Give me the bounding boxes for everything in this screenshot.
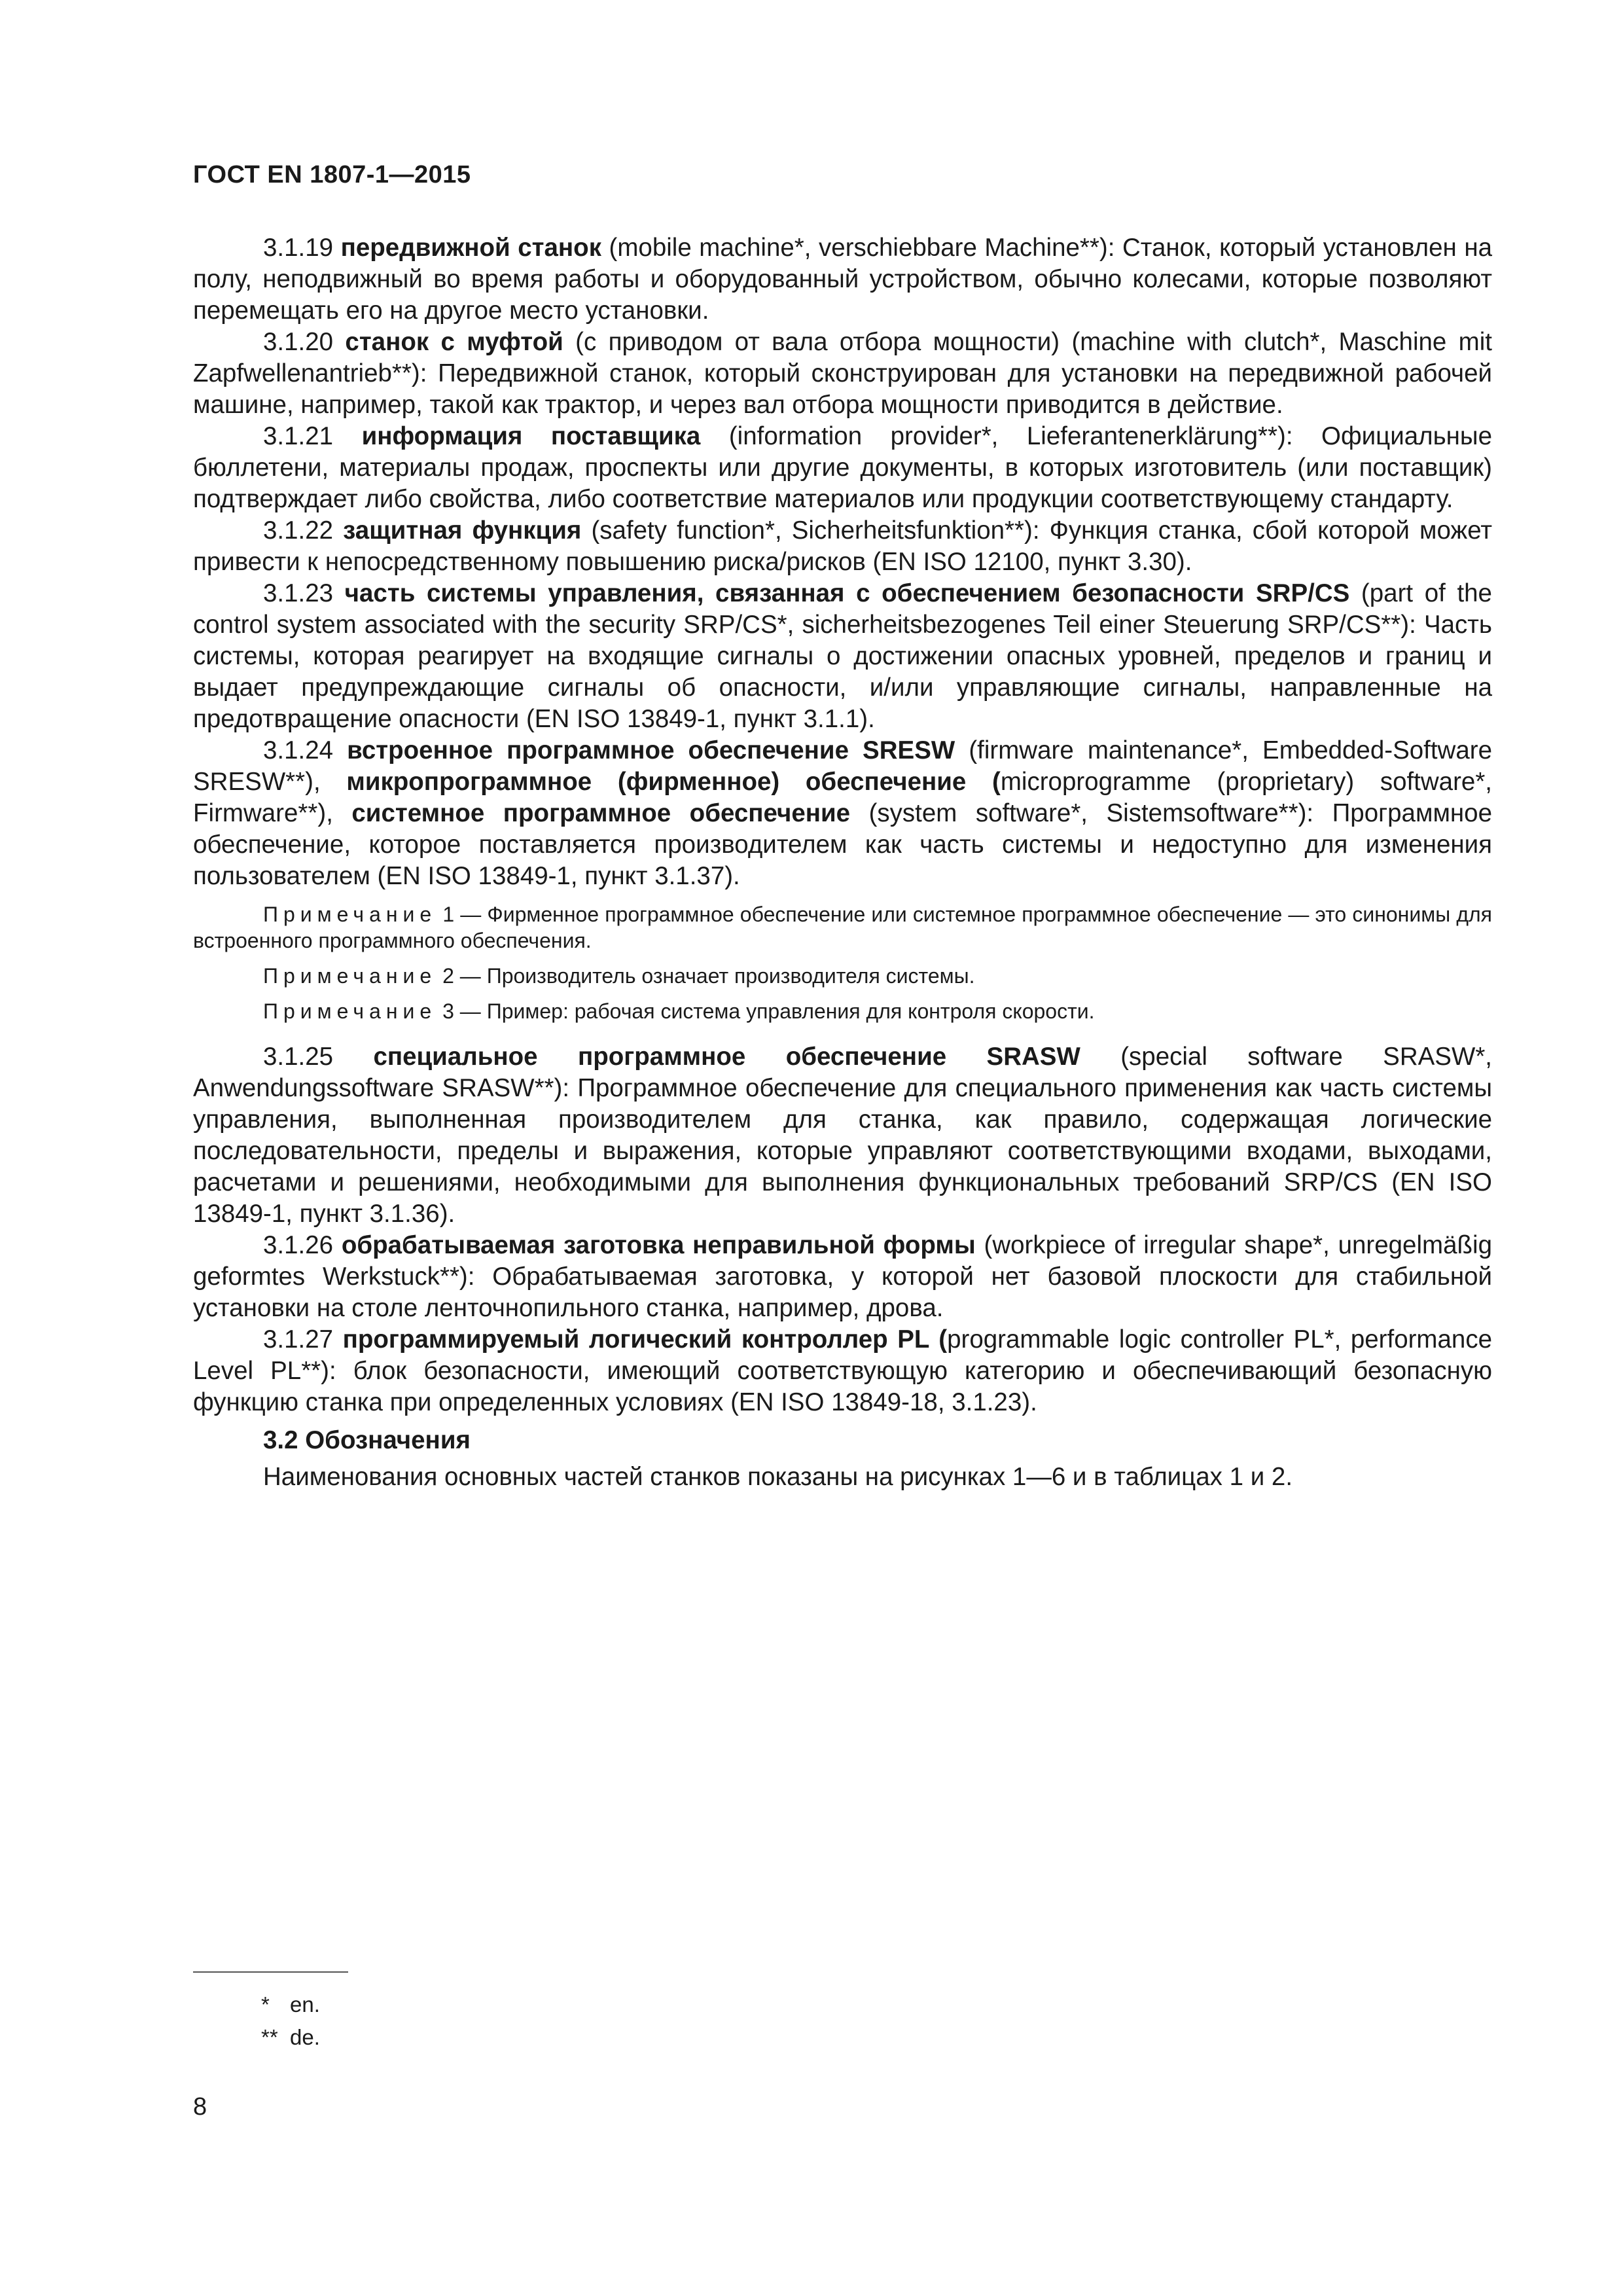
clause-number: 3.1.24 — [263, 736, 334, 764]
definition-text: microprogramme (proprietary) software*, Firmware**), — [193, 768, 1493, 827]
note-text: — Пример: рабочая система управления для контроля скорости. — [454, 999, 1095, 1023]
footnotes — [261, 1988, 320, 2054]
clause-number: 3.1.20 — [263, 328, 334, 356]
definition-text: (с приводом от вала отбора мощности) (machine with clutch*, Maschine mit Zapfwellenantrieb**): Передвижной станок, который сконструирован для установки на передвижной рабочей машине, например, такой как трактор, и через вал отбора мощности приводится в действие. — [193, 328, 1492, 419]
definition-paragraph — [193, 1324, 1492, 1418]
note-number: 2 — [437, 964, 454, 988]
footnote — [261, 1988, 320, 2021]
defined-term: программируемый логический контроллер PL ( — [342, 1325, 948, 1354]
definition-text: (system software*, Sistemsoftware**): Программное обеспечение, которое поставляется производителем как часть системы и недоступно для изменения пользователем (EN ISO 13849-1, пункт 3.1.37). — [193, 799, 1492, 890]
section-title: 3.2 Обозначения — [263, 1426, 471, 1454]
page-content — [193, 232, 1492, 1493]
defined-term: станок с муфтой — [345, 328, 563, 356]
defined-term: передвижной станок — [340, 234, 601, 262]
definition-text: programmable logic controller PL*, performance Level PL**): блок безопасности, имеющий соответствующую категорию и обеспечивающий безопасную функцию станка при определенных условиях (EN ISO 13849-18, 3.1.23). — [193, 1325, 1492, 1416]
defined-term: обрабатываемая заготовка неправильной формы — [341, 1231, 976, 1259]
footnote-divider — [193, 1971, 348, 1973]
defined-term: часть системы управления, связанная с обеспечением безопасности SRP/CS — [344, 579, 1350, 607]
definition-paragraph — [193, 515, 1492, 578]
note — [193, 963, 1492, 989]
note-number: 1 — [437, 903, 455, 926]
clause-number: 3.1.22 — [263, 516, 334, 545]
defined-term: встроенное программное обеспечение SRESW — [347, 736, 955, 764]
footnote-text: de. — [290, 2025, 320, 2049]
clause-number: 3.1.23 — [263, 579, 334, 607]
definition-paragraph — [193, 327, 1492, 421]
definition-paragraph — [193, 578, 1492, 735]
definition-text: (workpiece of irregular shape*, unregelmäßig geformtes Werkstuck**): Обрабатываемая заготовка, у которой нет базовой плоскости для стабильной установки на столе ленточнопильного станка, например, дрова. — [193, 1231, 1492, 1322]
footnote-mark: * — [261, 1992, 270, 2017]
definition-text: (special software SRASW*, Anwendungssoftware SRASW**): Программное обеспечение для специального применения как часть системы управления, выполненная производителем для станка, как правило, содержащая логические последовательности, пределы и выражения, которые управляют соответствующими входами, выходами, расчетами и решениями, необходимыми для выполнения функциональных требований SRP/CS (EN ISO 13849-1, пункт 3.1.36). — [193, 1043, 1493, 1228]
page-number: 8 — [193, 2093, 207, 2121]
defined-term: специальное программное обеспечение SRASW — [373, 1043, 1080, 1071]
defined-term: информация поставщика — [361, 422, 701, 450]
footnote — [261, 2021, 320, 2054]
note-text: — Производитель означает производителя системы. — [454, 964, 975, 988]
definition-text: (mobile machine*, verschiebbare Machine**): Станок, который установлен на полу, неподвижный во время работы и оборудованный устройством, обычно колесами, которые позволяют перемещать его на другое место установки. — [193, 234, 1492, 325]
note-label: Примечание — [263, 964, 437, 988]
note — [193, 998, 1492, 1024]
defined-term: защитная функция — [343, 516, 582, 545]
definition-paragraph — [193, 232, 1492, 327]
clause-number: 3.1.21 — [263, 422, 334, 450]
definition-paragraph — [193, 735, 1492, 892]
note-number: 3 — [437, 999, 454, 1023]
clause-number: 3.1.26 — [263, 1231, 334, 1259]
definition-text: (part of the control system associated with the security SRP/CS*, sicherheitsbezogenes Teil einer Steuerung SRP/CS**): Часть системы, которая реагирует на входящие сигналы о достижении опасных уровней, пределов и границ и выдает предупреждающие сигналы об опасности, и/или управляющие сигналы, направленные на предотвращение опасности (EN ISO 13849-1, пункт 3.1.1). — [193, 579, 1492, 733]
footnote-text: en. — [290, 1992, 320, 2017]
definition-paragraph — [193, 421, 1492, 515]
note-label: Примечание — [263, 999, 437, 1023]
clause-number: 3.1.27 — [263, 1325, 334, 1354]
definition-text: (information provider*, Lieferantenerklärung**): Официальные бюллетени, материалы продаж, проспекты или другие документы, в которых изготовитель (или поставщик) подтверждает либо свойства, либо соответствие материалов или продукции соответствующему стандарту. — [193, 422, 1492, 513]
clause-number: 3.1.19 — [263, 234, 334, 262]
note — [193, 901, 1492, 954]
clause-number: 3.1.25 — [263, 1043, 334, 1071]
footnote-mark: ** — [261, 2025, 278, 2049]
note-text: — Фирменное программное обеспечение или системное программное обеспечение — это синонимы для встроенного программного обеспечения. — [193, 903, 1493, 952]
definition-text: (firmware maintenance*, Embedded-Software SRESW**), — [193, 736, 1493, 796]
note-label: Примечание — [263, 903, 437, 926]
defined-term: системное программное обеспечение — [351, 799, 851, 827]
defined-term: микропрограммное (фирменное) обеспечение ( — [346, 768, 1001, 796]
definition-paragraph — [193, 1041, 1492, 1230]
definition-paragraph — [193, 1230, 1492, 1324]
section-text: Наименования основных частей станков показаны на рисунках 1—6 и в таблицах 1 и 2. — [263, 1463, 1293, 1491]
document-header: ГОСТ EN 1807-1—2015 — [193, 161, 471, 188]
definition-text: (safety function*, Sicherheitsfunktion**): Функция станка, сбой которой может привести к непосредственному повышению риска/рисков (EN ISO 12100, пункт 3.30). — [193, 516, 1492, 576]
